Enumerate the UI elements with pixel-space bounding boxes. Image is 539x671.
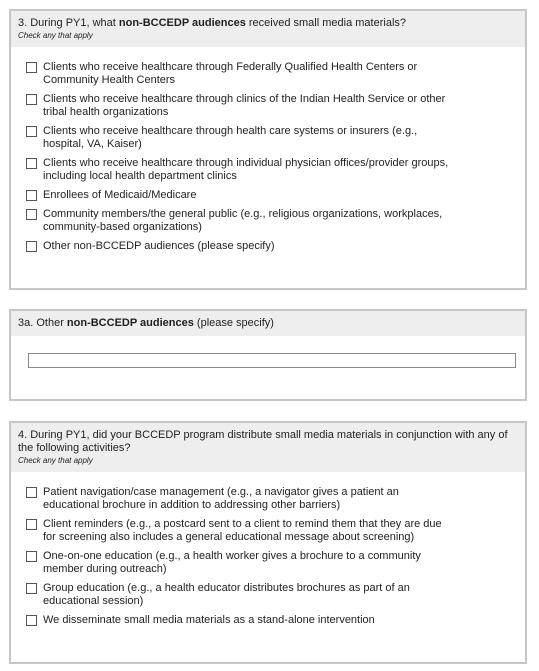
q4-checkbox-stand-alone[interactable] — [26, 615, 37, 626]
q3-option-physician-offices[interactable] — [26, 157, 505, 183]
question-3-title-start: 3. During PY1, what — [18, 17, 119, 29]
q3-label-other: Other non-BCCEDP audiences (please specify) — [43, 240, 275, 252]
q3-checkbox-medicaid[interactable] — [26, 190, 37, 201]
q4-label-one-on-one: One-on-one education (e.g., a health worker gives a brochure to a community member during outreach) — [43, 550, 421, 575]
question-4-title: 4. During PY1, did your BCCEDP program distribute small media materials in conjunction with any of the following activities? — [18, 429, 508, 454]
q3-checkbox-physician-offices[interactable] — [26, 158, 37, 169]
question-3-title-bold: non-BCCEDP audiences — [118, 17, 246, 29]
q3-option-ihs[interactable] — [26, 93, 505, 119]
q4-label-group-education: Group education (e.g., a health educator distributes brochures as part of an educational session) — [43, 582, 410, 607]
q3-option-medicaid[interactable] — [26, 189, 505, 202]
question-3a-title-end: (please specify) — [193, 317, 274, 329]
question-4-header — [11, 423, 525, 472]
q4-checkbox-client-reminders[interactable] — [26, 519, 37, 530]
question-3-panel — [9, 9, 527, 290]
other-audiences-input[interactable] — [28, 353, 516, 368]
question-3a-title — [18, 317, 517, 330]
q3-label-physician-offices: Clients who receive healthcare through individual physician offices/provider groups, including local health department clinics — [43, 157, 449, 182]
question-4-hint: Check any that apply — [18, 456, 93, 465]
question-3-title — [18, 17, 517, 30]
q3-option-community[interactable] — [26, 208, 505, 234]
q3-checkbox-ihs[interactable] — [26, 94, 37, 105]
question-3-title-end: received small media materials? — [245, 17, 406, 29]
q4-checkbox-one-on-one[interactable] — [26, 551, 37, 562]
q4-label-stand-alone: We disseminate small media materials as a stand-alone intervention — [43, 614, 375, 626]
question-3-hint: Check any that apply — [18, 31, 93, 40]
q4-option-stand-alone[interactable] — [26, 614, 505, 627]
q3-checkbox-fqhc[interactable] — [26, 62, 37, 73]
q3-option-fqhc[interactable] — [26, 61, 505, 87]
q4-checkbox-patient-navigation[interactable] — [26, 487, 37, 498]
question-3a-title-start: 3a. Other — [18, 317, 67, 329]
question-4-panel — [9, 421, 527, 664]
q4-label-patient-navigation: Patient navigation/case management (e.g., a navigator gives a patient an educational brochure in addition to addressing other barriers) — [43, 486, 399, 511]
q3-label-medicaid: Enrollees of Medicaid/Medicare — [43, 189, 197, 201]
q4-label-client-reminders: Client reminders (e.g., a postcard sent to a client to remind them that they are due for screening also includes a general educational message about screening) — [43, 518, 442, 543]
q4-option-group-education[interactable] — [26, 582, 505, 608]
q3-label-ihs: Clients who receive healthcare through clinics of the Indian Health Service or other tribal health organizations — [43, 93, 446, 118]
q4-checkbox-group-education[interactable] — [26, 583, 37, 594]
question-4-options — [11, 472, 525, 627]
question-3a-title-bold: non-BCCEDP audiences — [66, 317, 194, 329]
q4-option-one-on-one[interactable] — [26, 550, 505, 576]
q4-option-patient-navigation[interactable] — [26, 486, 505, 512]
question-3a-panel — [9, 309, 527, 401]
question-3-header — [11, 11, 525, 47]
q3-option-other[interactable] — [26, 240, 505, 253]
q3-checkbox-health-systems[interactable] — [26, 126, 37, 137]
q3-checkbox-other[interactable] — [26, 241, 37, 252]
q3-label-community: Community members/the general public (e.g., religious organizations, workplaces, community-based organizations) — [43, 208, 443, 233]
q3-option-health-systems[interactable] — [26, 125, 505, 151]
question-3a-header — [11, 311, 525, 336]
question-3-options — [11, 47, 525, 253]
q4-option-client-reminders[interactable] — [26, 518, 505, 544]
q3-checkbox-community[interactable] — [26, 209, 37, 220]
q3-label-fqhc: Clients who receive healthcare through Federally Qualified Health Centers or Community Health Centers — [43, 61, 418, 86]
q3-label-health-systems: Clients who receive healthcare through health care systems or insurers (e.g., hospital, VA, Kaiser) — [43, 125, 418, 150]
